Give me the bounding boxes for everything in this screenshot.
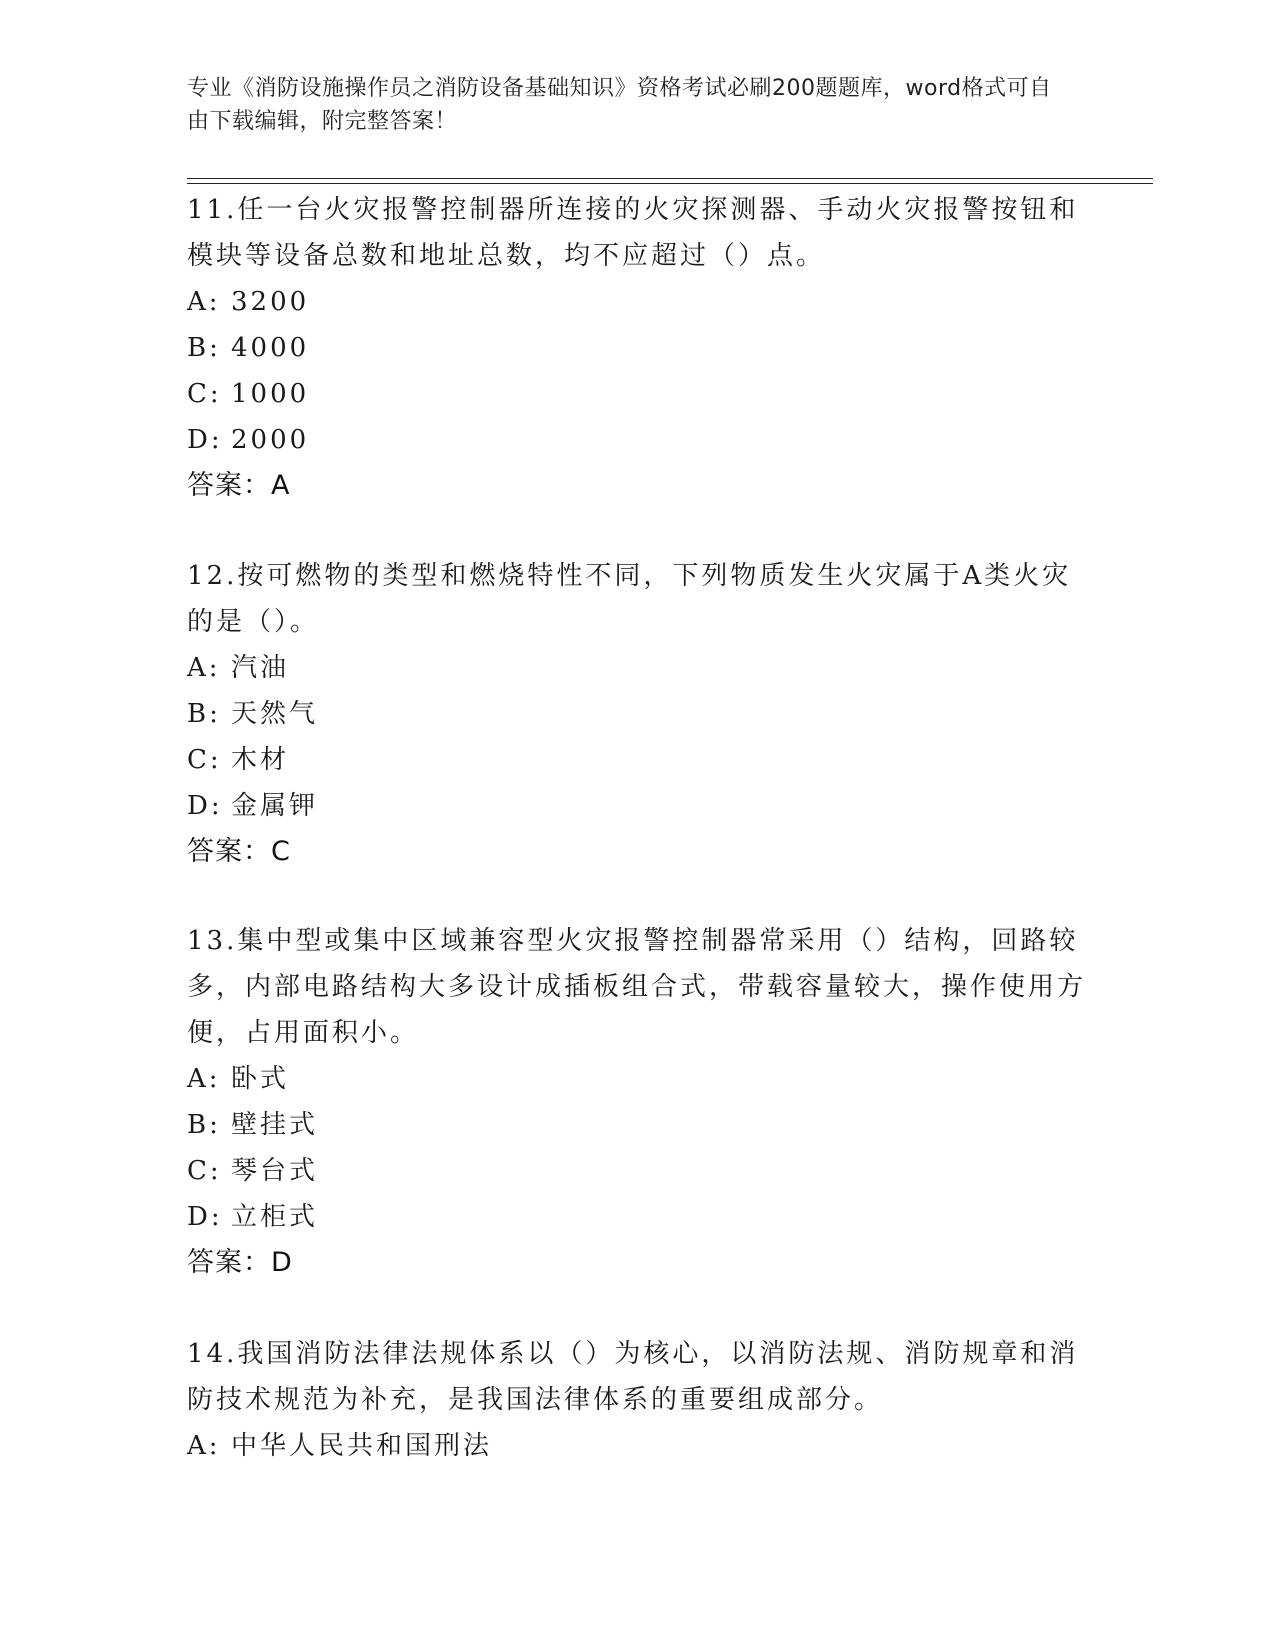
- answer-line: 答案：D: [187, 1247, 293, 1278]
- answer-line: 答案：A: [187, 470, 291, 501]
- option-text: 汽油: [231, 653, 290, 683]
- option-c: [187, 737, 1087, 783]
- option-c: [187, 371, 1087, 417]
- question-13: [187, 918, 1087, 1286]
- option-d: [187, 783, 1087, 829]
- option-key: A:: [187, 287, 221, 317]
- option-a: [187, 1056, 1087, 1102]
- option-key: B:: [187, 699, 221, 729]
- option-text: 卧式: [231, 1064, 290, 1094]
- option-key: C:: [187, 745, 222, 775]
- question-11: [187, 187, 1087, 509]
- question-stem: 13.集中型或集中区域兼容型火灾报警控制器常采用（）结构，回路较多，内部电路结构大多设计成插板组合式，带载容量较大，操作使用方便，占用面积小。: [187, 926, 1087, 1048]
- option-b: [187, 691, 1087, 737]
- option-a: [187, 645, 1087, 691]
- option-key: A:: [187, 1064, 221, 1094]
- document-header: 专业《消防设施操作员之消防设备基础知识》资格考试必刷200题题库，word格式可自由下载编辑，附完整答案！: [187, 76, 1052, 134]
- option-text: 立柜式: [231, 1202, 319, 1232]
- option-text: 3200: [231, 287, 310, 317]
- option-text: 1000: [231, 379, 310, 409]
- option-key: D:: [187, 1202, 223, 1232]
- option-b: [187, 325, 1087, 371]
- option-text: 金属钾: [231, 791, 319, 821]
- option-b: [187, 1102, 1087, 1148]
- option-text: 2000: [231, 425, 310, 455]
- option-key: A:: [187, 653, 221, 683]
- option-text: 4000: [231, 333, 310, 363]
- option-d: [187, 1194, 1087, 1240]
- question-stem: 12.按可燃物的类型和燃烧特性不同，下列物质发生火灾属于A类火灾的是（）。: [187, 561, 1072, 637]
- question-stem: 11.任一台火灾报警控制器所连接的火灾探测器、手动火灾报警按钮和模块等设备总数和地址总数，均不应超过（）点。: [187, 195, 1079, 271]
- header-divider-bottom: [187, 183, 1153, 184]
- question-stem: 14.我国消防法律法规体系以（）为核心，以消防法规、消防规章和消防技术规范为补充，是我国法律体系的重要组成部分。: [187, 1339, 1079, 1415]
- option-text: 壁挂式: [231, 1110, 319, 1140]
- header-divider-top: [187, 178, 1153, 179]
- question-12: [187, 553, 1087, 875]
- option-key: C:: [187, 379, 222, 409]
- option-text: 中华人民共和国刑法: [231, 1431, 493, 1461]
- option-d: [187, 417, 1087, 463]
- option-key: D:: [187, 791, 223, 821]
- option-key: B:: [187, 333, 221, 363]
- option-text: 琴台式: [231, 1156, 319, 1186]
- option-key: C:: [187, 1156, 222, 1186]
- option-a: [187, 279, 1087, 325]
- question-14: [187, 1331, 1087, 1469]
- option-key: A:: [187, 1431, 221, 1461]
- option-key: B:: [187, 1110, 221, 1140]
- option-text: 天然气: [231, 699, 319, 729]
- option-key: D:: [187, 425, 223, 455]
- answer-line: 答案：C: [187, 836, 291, 867]
- option-a: [187, 1423, 1087, 1469]
- option-c: [187, 1148, 1087, 1194]
- option-text: 木材: [231, 745, 290, 775]
